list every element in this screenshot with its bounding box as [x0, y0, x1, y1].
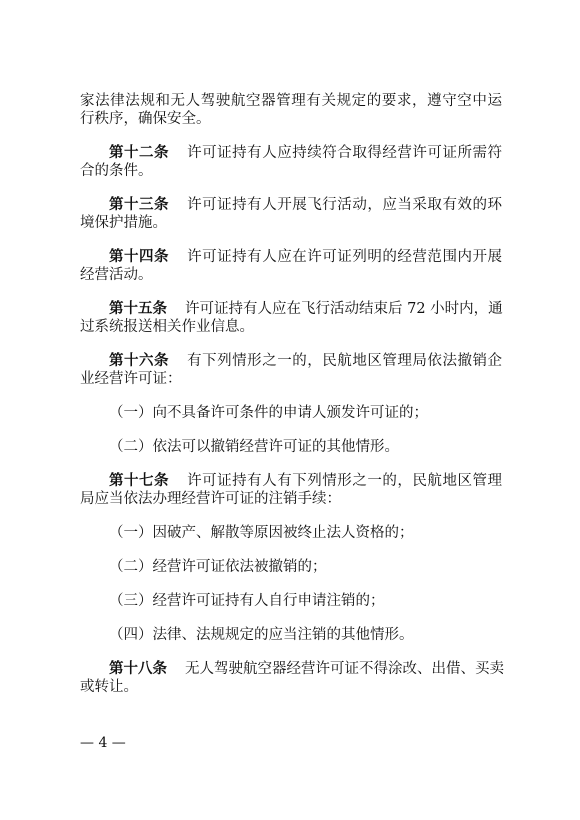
article-17-item-2: （二）经营许可证依法被撤销的； [109, 559, 327, 575]
article-18-label: 第十八条 [109, 660, 167, 677]
article-15-line-2: 过系统报送相关作业信息。 [80, 319, 254, 335]
article-13-line-2: 境保护措施。 [80, 215, 167, 231]
article-17-line-1 [80, 472, 502, 490]
article-14-text-1: 许可证持有人应在许可证列明的经营范围内开展 [187, 249, 503, 265]
article-15-line-1 [80, 300, 502, 318]
article-17-text-1: 许可证持有人有下列情形之一的，民航地区管理 [187, 473, 503, 489]
article-13-label: 第十三条 [109, 196, 170, 213]
article-16-text-1: 有下列情形之一的，民航地区管理局依法撤销企 [187, 353, 503, 369]
article-14-line-1 [80, 248, 502, 266]
article-14-line-2: 经营活动。 [80, 267, 153, 283]
article-12-label: 第十二条 [109, 144, 170, 161]
article-17-item-4: （四）法律、法规规定的应当注销的其他情形。 [109, 627, 414, 643]
article-16-item-1: （一）向不具备许可条件的申请人颁发许可证的； [109, 405, 428, 421]
article-18-line-2: 或转让。 [80, 679, 138, 695]
article-13-text-1: 许可证持有人开展飞行活动，应当采取有效的环 [187, 197, 503, 213]
article-13-line-1 [80, 196, 502, 214]
paragraph-continuation-line-1: 家法律法规和无人驾驶航空器管理有关规定的要求，遵守空中运 [80, 93, 502, 109]
article-15-text-1: 许可证持有人应在飞行活动结束后 72 小时内，通 [185, 301, 503, 317]
article-17-label: 第十七条 [109, 472, 170, 489]
article-18-line-1 [80, 660, 502, 678]
article-15-label: 第十五条 [109, 300, 167, 317]
article-16-label: 第十六条 [109, 352, 170, 369]
article-12-line-1 [80, 144, 502, 162]
page-number: — 4 — [80, 735, 126, 751]
article-16-item-2: （二）依法可以撤销经营许可证的其他情形。 [109, 439, 399, 455]
document-body [80, 92, 502, 696]
article-16-line-1 [80, 352, 502, 370]
article-14-label: 第十四条 [109, 248, 170, 265]
article-17-item-3: （三）经营许可证持有人自行申请注销的； [109, 593, 385, 609]
paragraph-continuation-line-2: 行秩序，确保安全。 [80, 111, 211, 127]
article-18-text-1: 无人驾驶航空器经营许可证不得涂改、出借、买卖 [185, 661, 504, 677]
article-12-text-1: 许可证持有人应持续符合取得经营许可证所需符 [187, 145, 503, 161]
article-12-line-2: 合的条件。 [80, 163, 153, 179]
article-17-line-2: 局应当依法办理经营许可证的注销手续： [80, 491, 341, 507]
article-17-item-1: （一）因破产、解散等原因被终止法人资格的； [109, 525, 414, 541]
article-16-line-2: 业经营许可证： [80, 371, 182, 387]
